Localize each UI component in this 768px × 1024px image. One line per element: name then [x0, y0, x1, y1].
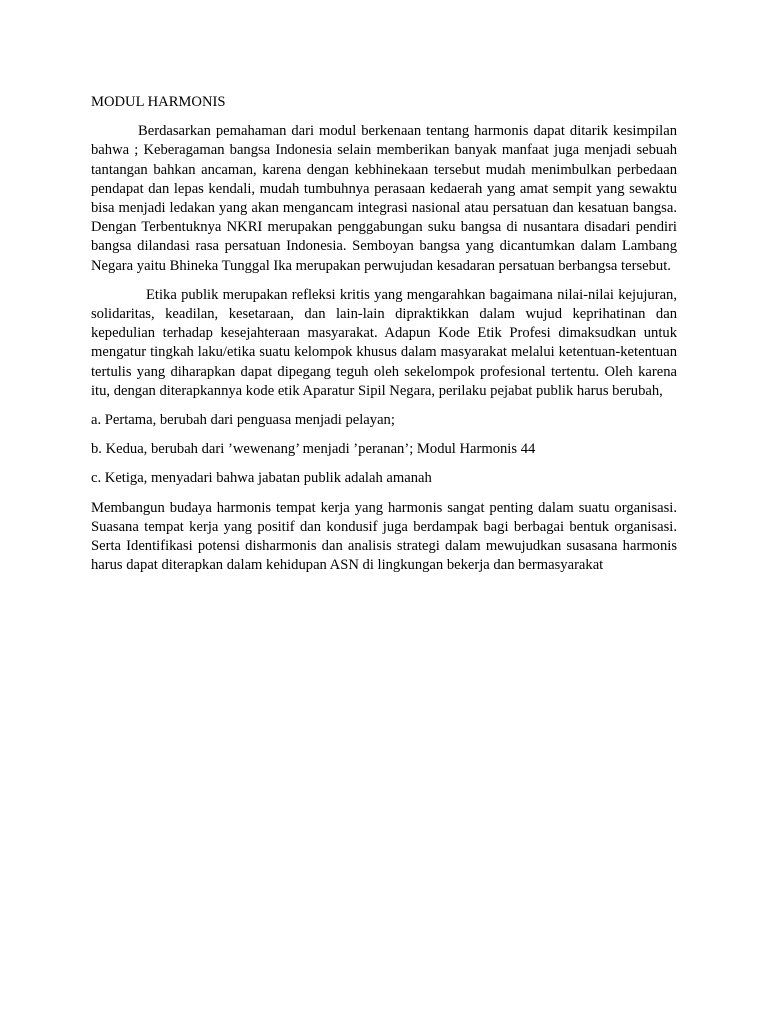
document-title: MODUL HARMONIS — [91, 94, 226, 110]
paragraph-keberagaman: Berdasarkan pemahaman dari modul berkenaan tentang harmonis dapat ditarik kesimpilan bahwa ; Keberagaman bangsa Indonesia selain memberikan banyak manfaat juga menjadi sebuah tantangan bahkan ancaman, karena dengan kebhinekaan tersebut mudah menimbulkan perbedaan pendapat dan lepas kendali, mudah tumbuhnya perasaan kedaerah yang amat sempit yang sewaktu bisa menjadi ledakan yang akan mengancam integrasi nasional atau persatuan dan kesatuan bangsa. Dengan Terbentuknya NKRI merupakan penggabungan suku bangsa di nusantara disadari pendiri bangsa dilandasi rasa persatuan Indonesia. Semboyan bangsa yang dicantumkan dalam Lambang Negara yaitu Bhineka Tunggal Ika merupakan perwujudan kesadaran persatuan berbangsa tersebut. — [91, 123, 677, 274]
list-item-kedua: b. Kedua, berubah dari ’wewenang’ menjadi ’peranan’; Modul Harmonis 44 — [91, 441, 536, 458]
paragraph-etika-publik: Etika publik merupakan refleksi kritis yang mengarahkan bagaimana nilai-nilai kejujuran, solidaritas, keadilan, kesetaraan, dan lain-lain dipraktikkan dalam wujud keprihatinan dan kepedulian terhadap kesejahteraan masyarakat. Adapun Kode Etik Profesi dimaksudkan untuk mengatur tingkah laku/etika suatu kelompok khusus dalam masyarakat melalui ketentuan-ketentuan tertulis yang diharapkan dapat dipegang teguh oleh sekelompok profesional tertentu. Oleh karena itu, dengan diterapkannya kode etik Aparatur Sipil Negara, perilaku pejabat publik harus berubah, — [91, 286, 677, 399]
list-item-ketiga: c. Ketiga, menyadari bahwa jabatan publik adalah amanah — [91, 470, 432, 487]
document-body — [91, 93, 677, 585]
list-item-pertama: a. Pertama, berubah dari penguasa menjadi pelayan; — [91, 412, 395, 429]
paragraph-closing: Membangun budaya harmonis tempat kerja yang harmonis sangat penting dalam suatu organisasi. Suasana tempat kerja yang positif dan kondusif juga berdampak bagi berbagai bentuk organisasi. Serta Identifikasi potensi disharmonis dan analisis strategi dalam mewujudkan susasana harmonis harus dapat diterapkan dalam kehidupan ASN di lingkungan bekerja dan bermasyarakat — [91, 499, 677, 574]
